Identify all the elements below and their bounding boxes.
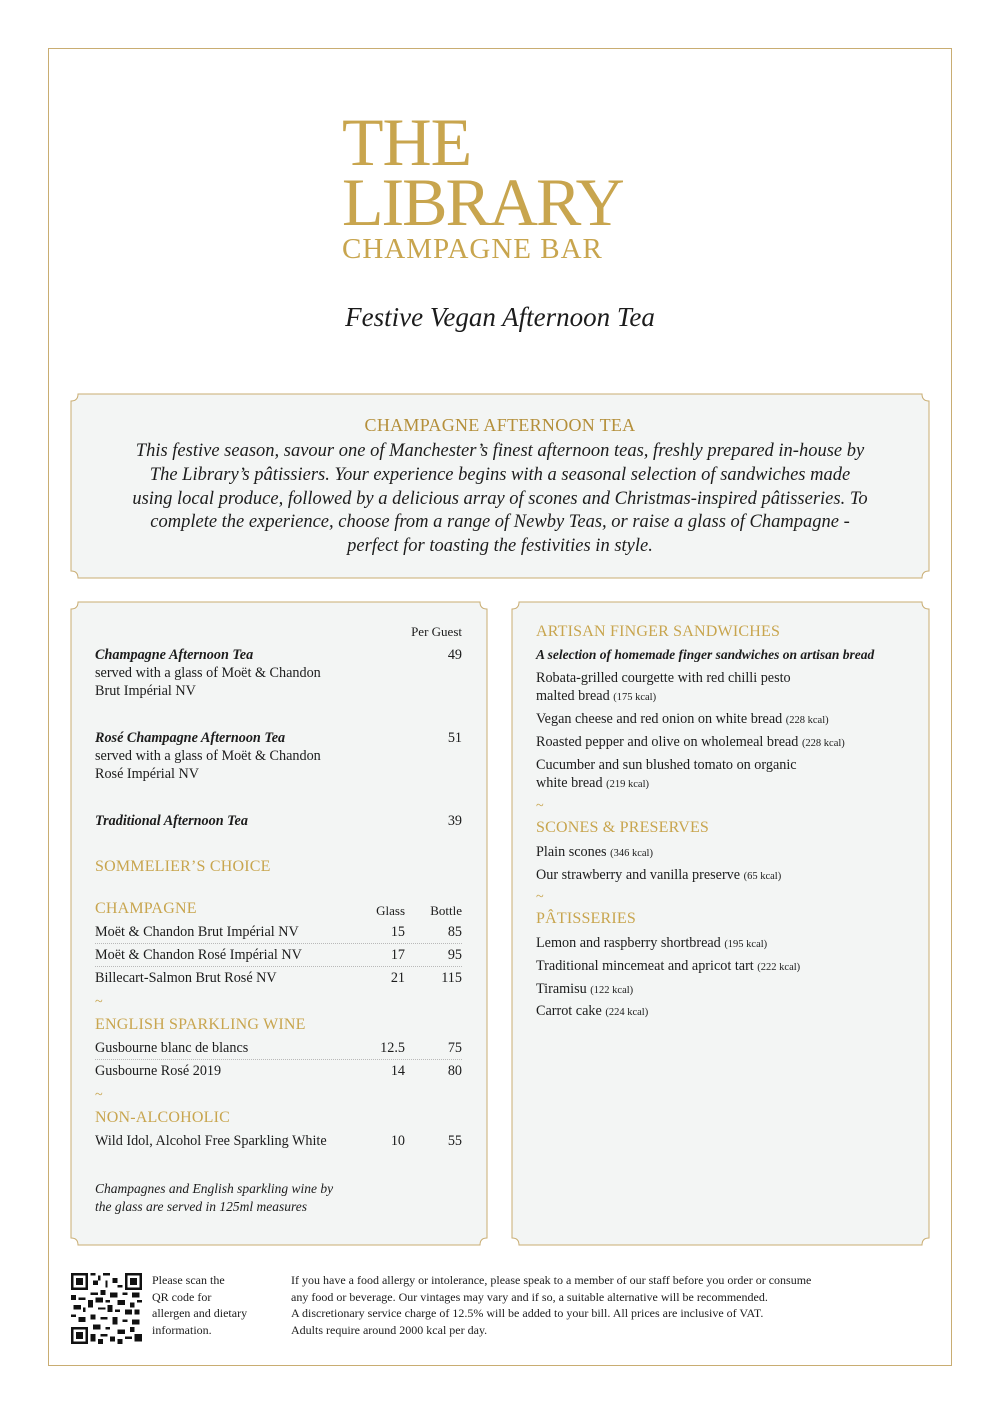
wine-bottle-price: 85 <box>447 924 462 940</box>
tea-description: served with a glass of Moët & Chandon <box>95 665 321 681</box>
section-heading: PÂTISSERIES <box>536 910 636 927</box>
wine-name: Moët & Chandon Rosé Impérial NV <box>95 947 302 963</box>
tea-price: 49 <box>447 647 462 663</box>
glass-column-label: Glass <box>376 903 405 918</box>
wine-glass-price: 12.5 <box>380 1040 405 1056</box>
menu-item: Plain scones (346 kcal) <box>536 844 653 860</box>
sandwiches-intro: A selection of homemade finger sandwiches on artisan bread <box>536 647 875 662</box>
menu-item: Traditional mincemeat and apricot tart (222 kcal) <box>536 958 801 974</box>
menu-item: Roasted pepper and olive on wholemeal bread (228 kcal) <box>536 734 845 750</box>
kcal-label: (346 kcal) <box>610 848 653 859</box>
menu-item: Lemon and raspberry shortbread (195 kcal) <box>536 935 768 951</box>
drinks-panel <box>70 601 488 1246</box>
wine-bottle-price: 115 <box>441 970 462 986</box>
kcal-label: (195 kcal) <box>724 939 768 950</box>
kcal-label: (122 kcal) <box>590 985 634 996</box>
section-divider: ~ <box>95 994 103 1010</box>
section-divider: ~ <box>95 1087 103 1103</box>
tea-description: served with a glass of Moët & Chandon <box>95 748 321 764</box>
measure-note: Champagnes and English sparkling wine by <box>95 1181 334 1196</box>
tea-price: 39 <box>447 813 462 829</box>
kcal-label: (175 kcal) <box>613 692 657 703</box>
tea-description: Rosé Impérial NV <box>95 766 200 782</box>
section-divider: ~ <box>536 798 544 814</box>
wine-bottle-price: 95 <box>447 947 462 963</box>
logo <box>342 104 662 265</box>
tea-description: Brut Impérial NV <box>95 683 196 699</box>
wine-name: Gusbourne Rosé 2019 <box>95 1063 222 1079</box>
wine-row <box>95 1061 462 1083</box>
wine-name: Wild Idol, Alcohol Free Sparkling White <box>95 1133 327 1149</box>
per-guest-label: Per Guest <box>411 624 462 639</box>
wine-glass-price: 10 <box>390 1133 405 1149</box>
section-heading: SCONES & PRESERVES <box>536 819 710 836</box>
section-heading: NON-ALCOHOLIC <box>95 1109 231 1126</box>
wine-glass-price: 14 <box>390 1063 405 1079</box>
logo-line-1: THE <box>342 104 472 180</box>
wine-bottle-price: 75 <box>447 1040 462 1056</box>
intro-heading: CHAMPAGNE AFTERNOON TEA <box>364 415 636 435</box>
menu-item: Vegan cheese and red onion on white bread (228 kcal) <box>536 711 829 727</box>
wine-name: Billecart-Salmon Brut Rosé NV <box>95 970 277 986</box>
wine-bottle-price: 80 <box>447 1063 462 1079</box>
food-panel <box>511 601 930 1246</box>
logo-line-3: CHAMPAGNE BAR <box>342 233 603 265</box>
tea-price: 51 <box>447 730 462 746</box>
wine-name: Gusbourne blanc de blancs <box>95 1040 249 1056</box>
menu-item: Robata-grilled courgette with red chilli pesto <box>536 670 791 686</box>
section-heading: SOMMELIER’S CHOICE <box>95 858 271 875</box>
footer-notes: If you have a food allergy or intolerance, please speak to a member of our staff before you order or consume any food or beverage. Our vintages may vary and if so, a suitable alternative will be recommended. A discretionary service charge of 12.5% will be added to your bill. All prices are inclusive of VAT. Adults require around 2000 kcal per day. <box>291 1273 812 1337</box>
intro-panel <box>70 393 930 579</box>
bottle-column-label: Bottle <box>430 903 462 918</box>
wine-row <box>95 1131 462 1153</box>
kcal-label: (224 kcal) <box>605 1007 649 1018</box>
kcal-label: (65 kcal) <box>743 871 782 882</box>
menu-item: Tiramisu (122 kcal) <box>536 981 634 997</box>
kcal-label: (222 kcal) <box>757 962 801 973</box>
tea-name: Champagne Afternoon Tea <box>95 647 254 663</box>
kcal-label: (219 kcal) <box>606 779 649 790</box>
menu-item: malted bread (175 kcal) <box>536 688 657 704</box>
wine-row <box>95 922 462 944</box>
qr-code-icon[interactable] <box>71 1273 142 1344</box>
menu-item: white bread (219 kcal) <box>536 775 649 791</box>
measure-note: the glass are served in 125ml measures <box>95 1199 307 1214</box>
qr-instructions: Please scan the QR code for allergen and dietary information. <box>152 1273 248 1337</box>
menu-item: Cucumber and sun blushed tomato on organic <box>536 757 797 773</box>
section-divider: ~ <box>536 889 544 905</box>
tea-name: Traditional Afternoon Tea <box>95 813 248 829</box>
section-heading: ARTISAN FINGER SANDWICHES <box>536 623 781 640</box>
wine-row <box>95 1038 462 1060</box>
intro-text: This festive season, savour one of Manchester’s finest afternoon teas, freshly prepared in-house by The Library’s pâtissiers. Your experience begins with a seasonal selection of sandwiches made using local produce, followed by a delicious array of scones and Christmas-inspired pâtisseries. To complete the experience, choose from a range of Newby Teas, or raise a glass of Champagne - perfect for toasting the festivities in style. <box>132 441 868 557</box>
kcal-label: (228 kcal) <box>785 715 829 726</box>
section-heading: ENGLISH SPARKLING WINE <box>95 1016 306 1033</box>
wine-row <box>95 968 462 990</box>
wine-glass-price: 17 <box>390 947 405 963</box>
section-heading: CHAMPAGNE <box>95 900 197 917</box>
wine-glass-price: 21 <box>390 970 405 986</box>
wine-glass-price: 15 <box>390 924 405 940</box>
kcal-label: (228 kcal) <box>801 738 845 749</box>
logo-line-2: LIBRARY <box>342 164 623 240</box>
menu-item: Carrot cake (224 kcal) <box>536 1003 649 1019</box>
wine-row <box>95 945 462 967</box>
tea-name: Rosé Champagne Afternoon Tea <box>95 730 286 746</box>
wine-name: Moët & Chandon Brut Impérial NV <box>95 924 299 940</box>
menu-item: Our strawberry and vanilla preserve (65 kcal) <box>536 867 782 883</box>
menu-subtitle: Festive Vegan Afternoon Tea <box>345 302 655 332</box>
wine-bottle-price: 55 <box>447 1133 462 1149</box>
